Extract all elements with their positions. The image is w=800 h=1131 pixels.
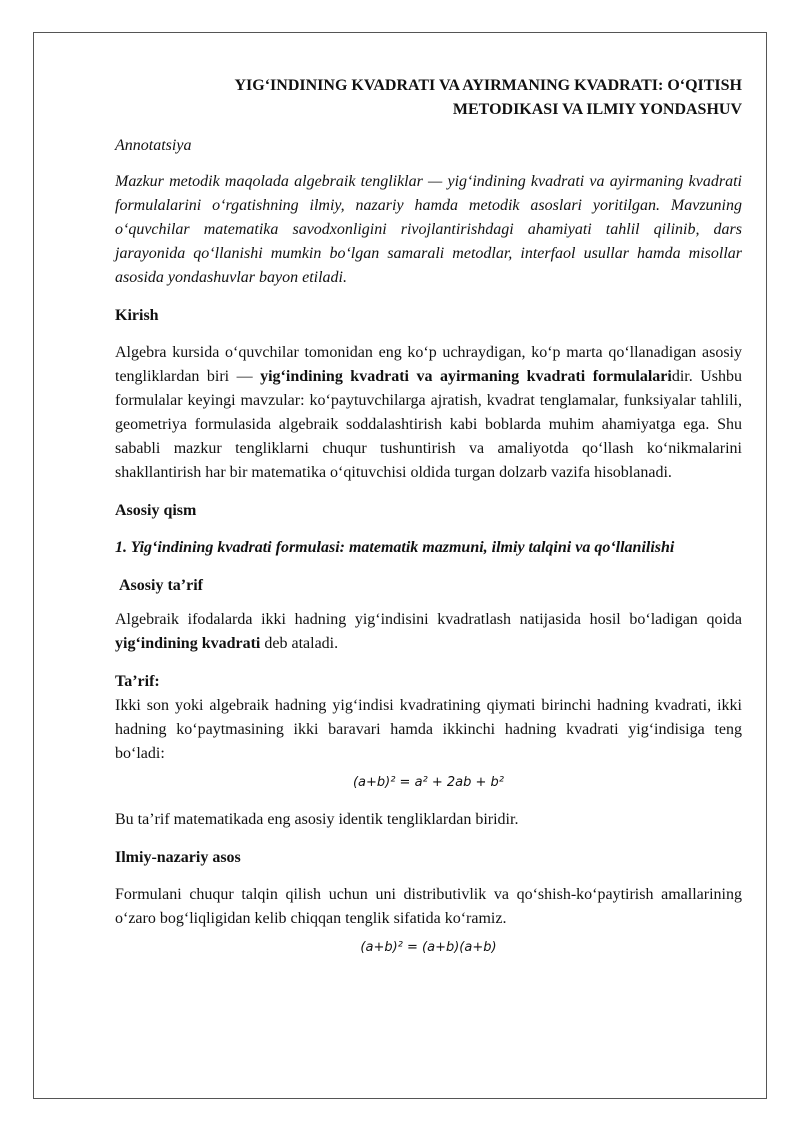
scientific-heading: Ilmiy-nazariy asos [115,849,241,866]
section1-heading: 1. Yig‘indining kvadrati formulasi: matematik mazmuni, ilmiy talqini va qo‘llanilishi [115,539,675,556]
annotation-heading: Annotatsiya [115,137,192,154]
formula-expanded-product: (a+b)² = (a+b)(a+b) [360,940,497,955]
definition-text: Ikki son yoki algebraik hadning yig‘indisi kvadratining qiymati birinchi hadning kvadrati, ikki hadning ko‘paytmasining ikki baravari hamda ikkinchi hadning kvadrati yig‘indisiga teng bo‘ladi: [115,697,742,762]
basic-definition-heading: Asosiy ta’rif [119,577,203,594]
document-title [115,74,742,122]
intro-paragraph [115,341,742,485]
main-heading: Asosiy qism [115,502,197,519]
title-line-2: METODIKASI VA ILMIY YONDASHUV [452,101,742,118]
scientific-text: Formulani chuqur talqin qilish uchun uni distributivlik va qo‘shish-ko‘paytirish amallarining o‘zaro bog‘liqligidan kelib chiqqan tenglik sifatida ko‘ramiz. [115,886,742,927]
title-line-1: YIG‘INDINING KVADRATI VA AYIRMANING KVADRATI: O‘QITISH [234,77,742,94]
basic-definition-paragraph [115,608,742,656]
intro-text-bold: yig‘indining kvadrati va ayirmaning kvadrati formulalari [260,368,672,385]
document-body [115,74,742,973]
annotation-text: Mazkur metodik maqolada algebraik tengliklar — yig‘indining kvadrati va ayirmaning kvadrati formulalarini o‘rgatishning ilmiy, nazariy hamda metodik asoslari yoritilgan. Mavzuning o‘quvchilar matematika savodxonligini rivojlantirishdagi ahamiyati tahlil qilinib, dars jarayonida qo‘llanishi mumkin bo‘lgan samarali metodlar, interfaol usullar hamda misollar asosida yondashuvlar bayon etiladi. [115,173,742,286]
formula-square-of-sum: (a+b)² = a² + 2ab + b² [352,775,505,790]
basic-def-before: Algebraik ifodalarda ikki hadning yig‘indisini kvadratlash natijasida hosil bo‘ladigan qoida [115,611,742,628]
after-formula-text: Bu ta’rif matematikada eng asosiy identik tengliklardan biridir. [115,811,519,828]
intro-heading: Kirish [115,307,159,324]
basic-def-after: deb ataladi. [260,635,339,652]
intro-text-before: Algebra kursida o‘quvchilar tomonidan eng ko‘p uchraydigan, ko‘p marta qo‘llanadigan asosiy tengliklardan biri — [115,344,742,385]
basic-def-bold: yig‘indining kvadrati [115,635,261,652]
intro-text-after: dir. Ushbu formulalar keyingi mavzular: ko‘paytuvchilarga ajratish, kvadrat tenglamalar, funksiyalar tahlili, geometriya formulasida algebraik soddalashtirish kabi boblarda muhim ahamiyatga ega. Shu sababli mazkur tengliklarni chuqur tushuntirish va amaliyotda qo‘llash ko‘nikmalarini shakllantirish har bir matematika o‘qituvchisi oldida turgan dolzarb vazifa hisoblanadi. [115,368,742,481]
definition-label: Ta’rif: [115,673,160,690]
